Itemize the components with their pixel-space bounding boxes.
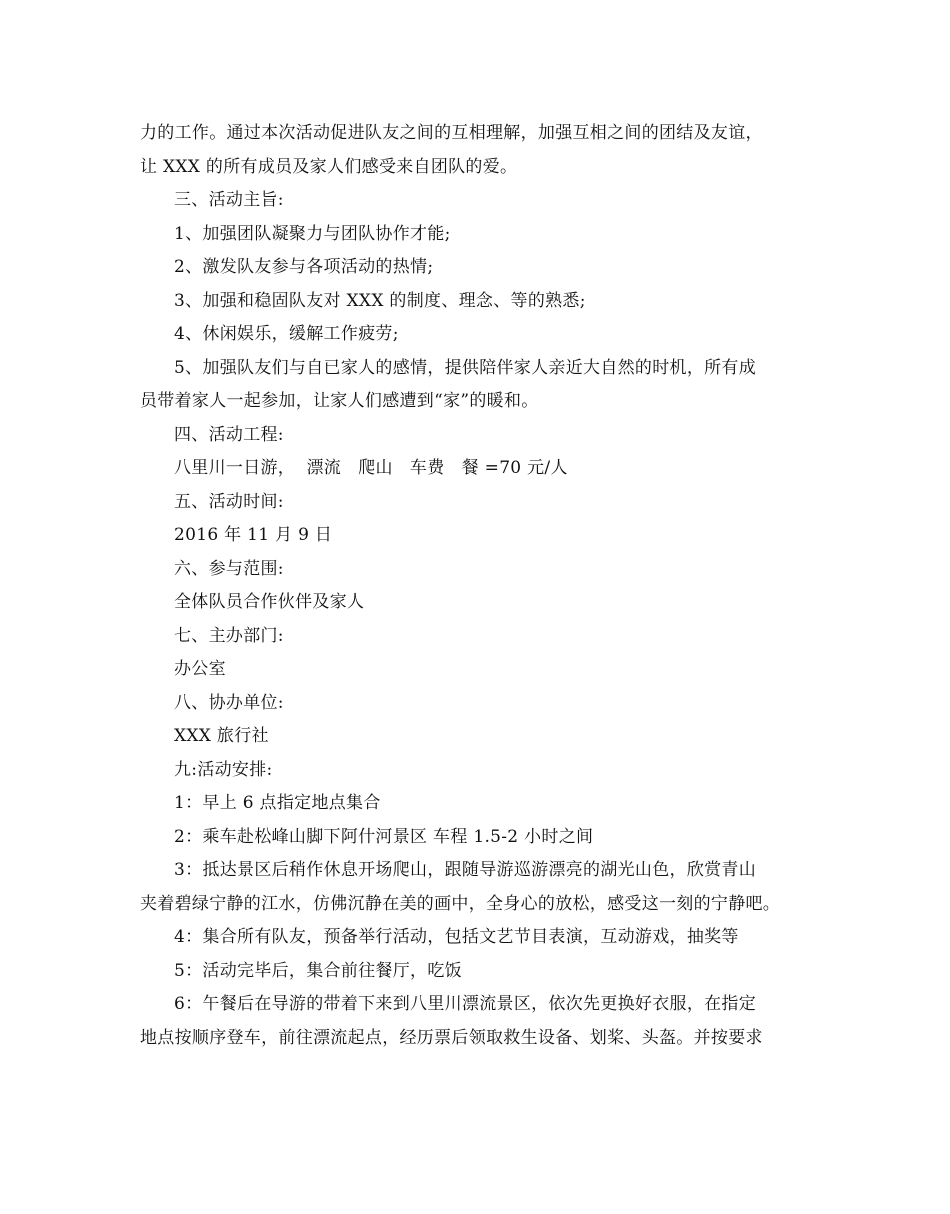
list-item: 3、加强和稳固队友对 XXX 的制度、理念、等的熟悉; — [174, 290, 586, 311]
list-item: 5：活动完毕后，集合前往餐厅，吃饭 — [174, 960, 462, 981]
list-item: 1：早上 6 点指定地点集合 — [174, 793, 381, 813]
paragraph-line: 夹着碧绿宁静的江水，仿佛沉静在美的画中，全身心的放松，感受这一刻的宁静吧。 — [140, 893, 781, 914]
paragraph-line: 力的工作。通过本次活动促进队友之间的互相理解，加强互相之间的团结及友谊， — [140, 123, 763, 143]
document-body — [140, 117, 830, 1055]
section-heading-schedule: 九:活动安排: — [174, 759, 273, 780]
paragraph-line: 全体队员合作伙伴及家人 — [174, 592, 365, 612]
section-heading-organizer: 七、主办部门: — [174, 625, 284, 646]
list-item: 2：乘车赴松峰山脚下阿什河景区 车程 1.5-2 小时之间 — [174, 826, 594, 847]
paragraph-line: 2016 年 11 月 9 日 — [174, 525, 333, 545]
paragraph-line: 办公室 — [174, 659, 226, 679]
section-heading-scope: 六、参与范围: — [174, 558, 284, 579]
section-heading-co-organizer: 八、协办单位: — [174, 692, 284, 713]
list-item: 5、加强队友们与自已家人的感情，提供陪伴家人亲近大自然的时机，所有成 — [174, 357, 757, 378]
paragraph-line: XXX 旅行社 — [174, 726, 269, 746]
paragraph-line: 员带着家人一起参加，让家人们感遭到“家”的暖和。 — [140, 391, 539, 411]
list-item: 2、激发队友参与各项活动的热情; — [174, 257, 434, 277]
list-item: 3：抵达景区后稍作休息开场爬山，跟随导游巡游漂亮的湖光山色，欣赏青山 — [174, 860, 757, 880]
list-item: 6：午餐后在导游的带着下来到八里川漂流景区，依次先更换好衣服，在指定 — [174, 994, 757, 1014]
section-heading-project: 四、活动工程: — [174, 424, 284, 445]
paragraph-line: 八里川一日游， 漂流 爬山 车费 餐 =70 元/人 — [174, 458, 568, 478]
list-item: 1、加强团队凝聚力与团队协作才能; — [174, 223, 451, 244]
list-item: 4：集合所有队友，预备举行活动，包括文艺节目表演，互动游戏，抽奖等 — [174, 927, 739, 947]
section-heading-purpose: 三、活动主旨: — [174, 190, 284, 210]
paragraph-line: 让 XXX 的所有成员及家人们感受来自团队的爱。 — [140, 156, 518, 177]
list-item: 4、休闲娱乐，缓解工作疲劳; — [174, 324, 399, 344]
section-heading-time: 五、活动时间: — [174, 491, 284, 512]
paragraph-line: 地点按顺序登车，前往漂流起点，经历票后领取救生设备、划桨、头盔。并按要求 — [140, 1027, 763, 1048]
